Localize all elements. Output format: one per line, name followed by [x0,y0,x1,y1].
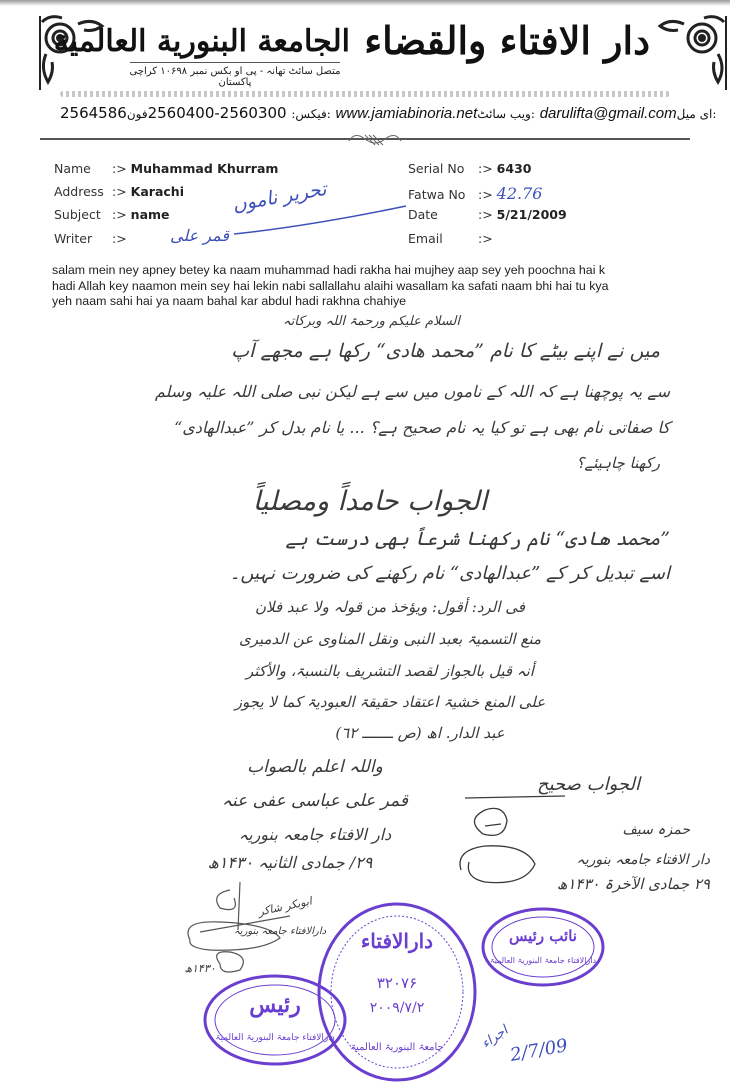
left-signature-institution: دارالافتاء جامعہ بنوریہ [233,926,327,937]
field-value: 5/21/2009 [496,207,567,222]
field-separator: :> [112,184,127,199]
endorser-name: حمزہ سیف [622,822,690,838]
email-label: ای میل: [676,107,717,121]
field-value: Karachi [130,184,184,199]
field-label: Fatwa No [408,187,466,202]
website-link[interactable]: www.jamiabinoria.net [335,105,478,122]
field-label: Subject [54,207,101,222]
decorative-chain-border [60,91,670,97]
issue-note-text: اجراء [478,1023,511,1052]
stamp-raees-ring: دارالافتاء جامعۃ البنوریۃ العالمیۃ [215,1033,335,1043]
issue-note-date: 2/7/09 [508,1035,570,1066]
email-link[interactable]: darulifta@gmail.com [539,105,677,122]
field-separator: :> [112,231,127,246]
field-separator: :> [112,207,127,222]
field-value: name [130,207,170,222]
field-subject [54,207,170,222]
pen-underline-stroke [230,200,410,240]
closing-line: واللہ اعلم بالصواب [247,757,383,777]
answer-line: فی الرد: أقول: ویؤخذ من قولہ ولا عبد فلان [255,598,525,616]
stamp-round-title: دارالافتاء [360,929,434,953]
writer-handwritten: قمر علی [170,226,229,245]
website-label: ویب سائٹ: [477,107,535,121]
subject-handwritten: تحریر ناموں [230,177,329,217]
question-line: yeh naam sahi hai ya naam bahal kar abdul hadi rakhna chahiye [52,294,407,308]
contact-line [60,104,717,122]
answer-line: اسے تبدیل کر کے ”عبدالھادی“ نام رکھنے کی ضرورت نہیں۔ [229,563,670,584]
field-label: Email [408,231,443,246]
question-line: salam mein ney apney betey ka naam muhammad hadi rakha hai mujhey aap sey yeh poochna hai k [52,263,606,277]
field-separator: :> [478,187,493,202]
stamp-round-date: ۲۰۰۹/۷/۲ [369,1000,425,1016]
handwritten-question-line: سے یہ پوچھنا ہے کہ اللہ کے ناموں میں سے ہے لیکن نبی صلی اللہ علیہ وسلم [154,382,670,401]
field-label: Writer [54,231,93,246]
field-label: Address [54,184,104,199]
title-underline [130,62,340,63]
mufti-name: قمر علی عباسی عفی عنہ [222,791,408,811]
field-label: Date [408,207,438,222]
field-email [408,231,493,246]
phone-label: فون: [126,107,331,121]
answer-line: عبد الدار. اھ (ص ـــــــ ٦٢) [335,724,505,742]
endorser-signature-icon [455,790,575,890]
stamp-round-number: ۳۲۰۷۶ [376,974,418,992]
stamp-naib-raees [478,905,608,990]
stamp-round-ring: جامعۃ البنوریۃ العالمیۃ [350,1042,444,1053]
stamp-naib-raees-ring: دارالافتاء جامعۃ البنوریۃ العالمیۃ [489,956,597,965]
stamp-raees-title: رئیس [249,992,301,1018]
institution-address: متصل سائٹ تھانہ - پی او بکس نمبر ۱۰۶۹۸ کراچی پاکستان [129,66,341,88]
divider-flourish-icon [345,131,405,147]
fax-number: 2564586 [60,104,127,122]
field-serial-no [408,161,531,176]
field-name [54,161,278,176]
endorsement-line: الجواب صحیح [536,774,640,795]
institution-title: الجامعة البنوریة العالمیة [53,24,350,59]
fax-label: فیکس: [291,107,327,121]
left-signature-name: ابوبکر شاکر [257,894,313,919]
stamp-darulifta-round [315,900,480,1085]
phone-number: 2560300-2560400 [147,104,287,122]
answer-line: علی المنع خشیۃ اعتقاد حقیقۃ العبودیۃ کما لا یجوز [234,693,546,711]
greeting-handwritten: السلام علیکم ورحمۃ اللہ وبرکاتہ [283,314,460,329]
field-separator: :> [478,207,493,222]
handwritten-question-line: میں نے اپنے بیٹے کا نام ”محمد ھادی“ رکھا ہے مجھے آپ [231,340,660,362]
field-writer [54,231,127,246]
ornament-right-icon [650,12,730,92]
field-date [408,207,567,222]
field-separator: :> [478,231,493,246]
left-signature-year: ۱۴۳۰ھ [184,962,216,975]
field-address [54,184,184,199]
answer-line: منع التسمیۃ بعبد النبی ونقل المناوی عن الدمیری [238,630,542,648]
handwritten-question-line: رکھنا چاہیئے؟ [576,454,660,472]
endorsement-institution: دار الافتاء جامعہ بنوریہ [576,852,710,868]
department-title: دار الافتاء والقضاء [364,18,650,63]
field-separator: :> [112,161,127,176]
field-value: 42.76 [496,184,543,203]
handwritten-question-line: کا صفاتی نام بھی ہے تو کیا یہ نام صحیح ہے؟ ... یا نام بدل کر ”عبدالھادی“ [174,418,670,437]
stamp-naib-raees-title: نائب رئیس [509,927,577,945]
question-line: hadi Allah key naamon mein sey hai lekin nabi sallallahu alaihi wasallam ka safati naam bhi hai tu kya [52,278,609,293]
answer-line: ”محمد ھادی“ نام رکھنا شرعاً بھی درست ہے [285,528,670,550]
closing-institution: دار الافتاء جامعہ بنوریہ [238,825,392,844]
field-fatwa-no [408,184,542,203]
answer-line: أنہ قیل بالجواز لقصد التشریف بالنسبۃ، والأکثر [246,662,534,680]
question-text [52,263,702,310]
closing-date: ۲۹/ جمادی الثانیہ ۱۴۳۰ھ [207,853,373,872]
endorsement-date: ۲۹ جمادی الآخرۃ ۱۴۳۰ھ [556,875,710,893]
scan-edge-shadow [0,0,730,6]
field-value: Muhammad Khurram [130,161,279,176]
answer-heading: الجواب حامداً ومصلیاً [252,486,488,517]
field-label: Serial No [408,161,465,176]
field-value: 6430 [496,161,532,176]
field-separator: :> [478,161,493,176]
field-label: Name [54,161,91,176]
